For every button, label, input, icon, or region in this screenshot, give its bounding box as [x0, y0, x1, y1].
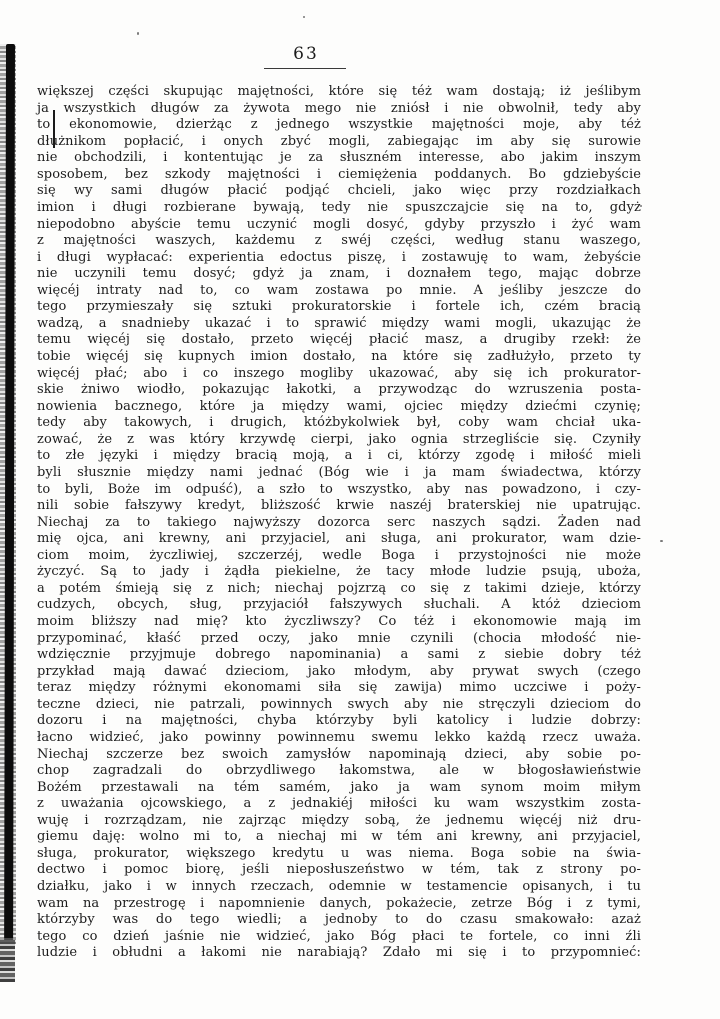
text-line: się wy sami długów płacić podjąć chcieli, jako więc przy rozdziałkach	[37, 183, 641, 199]
text-line: dłużnikom popłacić, i onych zbyć mogli, zabiegając im aby się surowie	[37, 133, 641, 149]
text-line: dozoru i na majętności, chyba którzyby byli katolicy i ludzie dobrzy:	[37, 713, 641, 729]
text-line: nie uczynili temu dosyć; gdyż ja znam, i doznałem tego, mając dobrze	[37, 266, 641, 282]
text-line: nie obchodzili, i kontentując je za słuszném interesse, abo jakim inszym	[37, 150, 641, 166]
text-line: to byli, Boże im odpuść), a szło to wszystko, aby nas powadzono, i czy-	[37, 481, 641, 497]
text-line: więcéj płać; abo i co inszego mogliby ukazować, aby się ich prokurator-	[37, 365, 641, 381]
text-line: z uważania ojcowskiego, a z jednakiéj miłości ku wam wszystkim zosta-	[37, 796, 641, 812]
text-line: Niechaj szczerze bez swoich zamysłów napominają dzieci, aby sobie po-	[37, 746, 641, 762]
scan-edge-bar	[4, 44, 15, 940]
text-line: Bożém przestawali na tém samém, jako ja wam synom moim miłym	[37, 779, 641, 795]
text-line: to ekonomowie, dzierżąc z jednego wszystkie majętności moje, aby téż	[37, 117, 641, 133]
page-header	[264, 44, 348, 67]
text-line: przypominać, kłaść przed oczy, jako mnie czynili (chocia młodość nie-	[37, 630, 641, 646]
text-line: skie żniwo wiodło, pokazując łakotki, a przywodząc do wzruszenia posta-	[37, 382, 641, 398]
text-line: nili sobie fałszywy kredyt, bliższość krwie naszéj braterskiej nie upatrując.	[37, 498, 641, 514]
text-line: byli słusznie między nami jednać (Bóg wie i ja mam świadectwa, którzy	[37, 464, 641, 480]
text-line: dectwo i pomoc biorę, jeśli nieposłuszeństwo w tém, tak z strony po-	[37, 862, 641, 878]
text-line: temu więcéj się dostało, przeto więcéj płacić masz, a drugiby rzekł: że	[37, 332, 641, 348]
text-line: Niechaj za to takiego najwyższy dozorca serc naszych sądzi. Żaden nad	[37, 514, 641, 530]
text-line: to złe języki i między bracią moją, a i ci, którzy zgodę i miłość mieli	[37, 448, 641, 464]
text-line: tedy aby takowych, i drugich, któżbykolwiek był, coby wam chciał uka-	[37, 415, 641, 431]
text-line: sługa, prokurator, większego kredytu u was niema. Boga sobie na świa-	[37, 845, 641, 861]
text-line: życzyć. Są to jady i żądła piekielne, że tacy młode ludzie psują, uboża,	[37, 564, 641, 580]
text-line: większej części skupując majętności, które się téż wam dostają; iż jeślibym	[37, 84, 641, 99]
text-line: wdzięcznie przyjmuje dobrego napominania) a sami z siebie dobry téż	[37, 647, 641, 663]
text-line: działku, jako i w innych rzeczach, odemnie w testamencie opisanych, i tu	[37, 879, 641, 894]
scan-edge-texture	[0, 44, 16, 944]
text-line: teraz między różnymi ekonomami siła się zawija) mimo uczciwe i poży-	[37, 680, 641, 696]
text-line: wam na przestrogę i napomnienie danych, pokażecie, zetrze Bóg i z tymi,	[37, 895, 641, 911]
text-line: ludzie i obłudni a łakomi nie narabiają? Zdało mi się i to przypomnieć:	[37, 945, 641, 961]
text-line: sposobem, bez szkody majętności i ciemiężenia poddanych. Bo gdziebyście	[37, 166, 641, 182]
text-line: nowienia bacznego, które ja między wami, ojciec między dziećmi czynię;	[37, 398, 641, 414]
text-line: chop zagradzali do obrzydliwego łakomstwa, ale w błogosławieństwie	[37, 763, 641, 779]
text-line: wadzą, a snadnieby ukazać i to sprawić między wami mogli, ukazując że	[37, 315, 641, 331]
scan-edge-bottom-texture	[0, 938, 15, 982]
text-line: a potém śmieją się z nich; niechaj pojzrzą co się z takimi dzieje, którzy	[37, 580, 641, 596]
text-line: więcéj intraty nad to, co wam zostawa po mnie. A jeśliby jeszcze do	[37, 282, 641, 298]
text-line: i długi wypłacać: experientia edoctus piszę, i zostawuję to wam, żebyście	[37, 249, 641, 265]
text-line: ciom moim, życzliwiej, szczerzéj, wedle Boga i przystojności nie może	[37, 547, 641, 563]
text-line: zować, że z was który krzywdę cierpi, jako ognia strzegliście się. Czyniły	[37, 431, 641, 447]
text-line: teczne dzieci, nie patrzali, powinnych swych aby nie stręczyli dzieciom do	[37, 696, 641, 712]
page-number: 63	[293, 44, 319, 64]
text-line: łacno widzieć, jako powinny powinnemu swemu lekko każdą rzecz uważa.	[37, 729, 641, 745]
text-line: tego przymieszały się sztuki prokuratorskie i fortele ich, czém bracią	[37, 299, 641, 315]
text-line: wuję i rozrządzam, nie zajrząc między sobą, że jednemu więcéj niż dru-	[37, 812, 641, 828]
text-line: tego co dzień jaśnie nie widzieć, jako Bóg płaci te fortele, co inni źli	[37, 928, 641, 944]
page-number-rule	[264, 68, 346, 69]
body-text	[37, 84, 641, 962]
text-line: mię ojca, ani krewny, ani przyjaciel, ani sługa, ani prokurator, wam dzie-	[37, 531, 641, 547]
text-line: niepodobno abyście temu uczynić mogli dosyć, gdyby przyszło i żyć wam	[37, 216, 641, 232]
scan-speck	[660, 540, 663, 542]
text-line: z majętności waszych, każdemu z swéj części, według stanu waszego,	[37, 233, 641, 249]
text-line: imion i długi rozbierane bywają, tedy nie spuszczajcie się na to, gdyż	[37, 199, 641, 215]
scan-speck	[137, 32, 139, 35]
text-line: którzyby was do tego wiedli; a jednoby to do czasu smakowało: azaż	[37, 912, 641, 928]
text-line: moim bliższy nad mię? kto życzliwszy? Co téż i ekonomowie mają im	[37, 614, 641, 629]
text-line: przykład mają dawać dzieciom, jako młodym, aby prywat swych (czego	[37, 663, 641, 679]
text-line: ja wszystkich długów za żywota mego nie zniósł i nie obwolnił, tedy aby	[37, 100, 641, 116]
text-line: tobie więcéj się kupnych imion dostało, na które się zadłużyło, przeto ty	[37, 349, 641, 364]
scan-speck	[303, 16, 305, 18]
text-line: giemu daję: wolno mi to, a niechaj mi w tém ani krewny, ani przyjaciel,	[37, 829, 641, 845]
text-line: cudzych, obcych, sług, przyjaciół fałszywych słuchali. A któż dzieciom	[37, 597, 641, 613]
